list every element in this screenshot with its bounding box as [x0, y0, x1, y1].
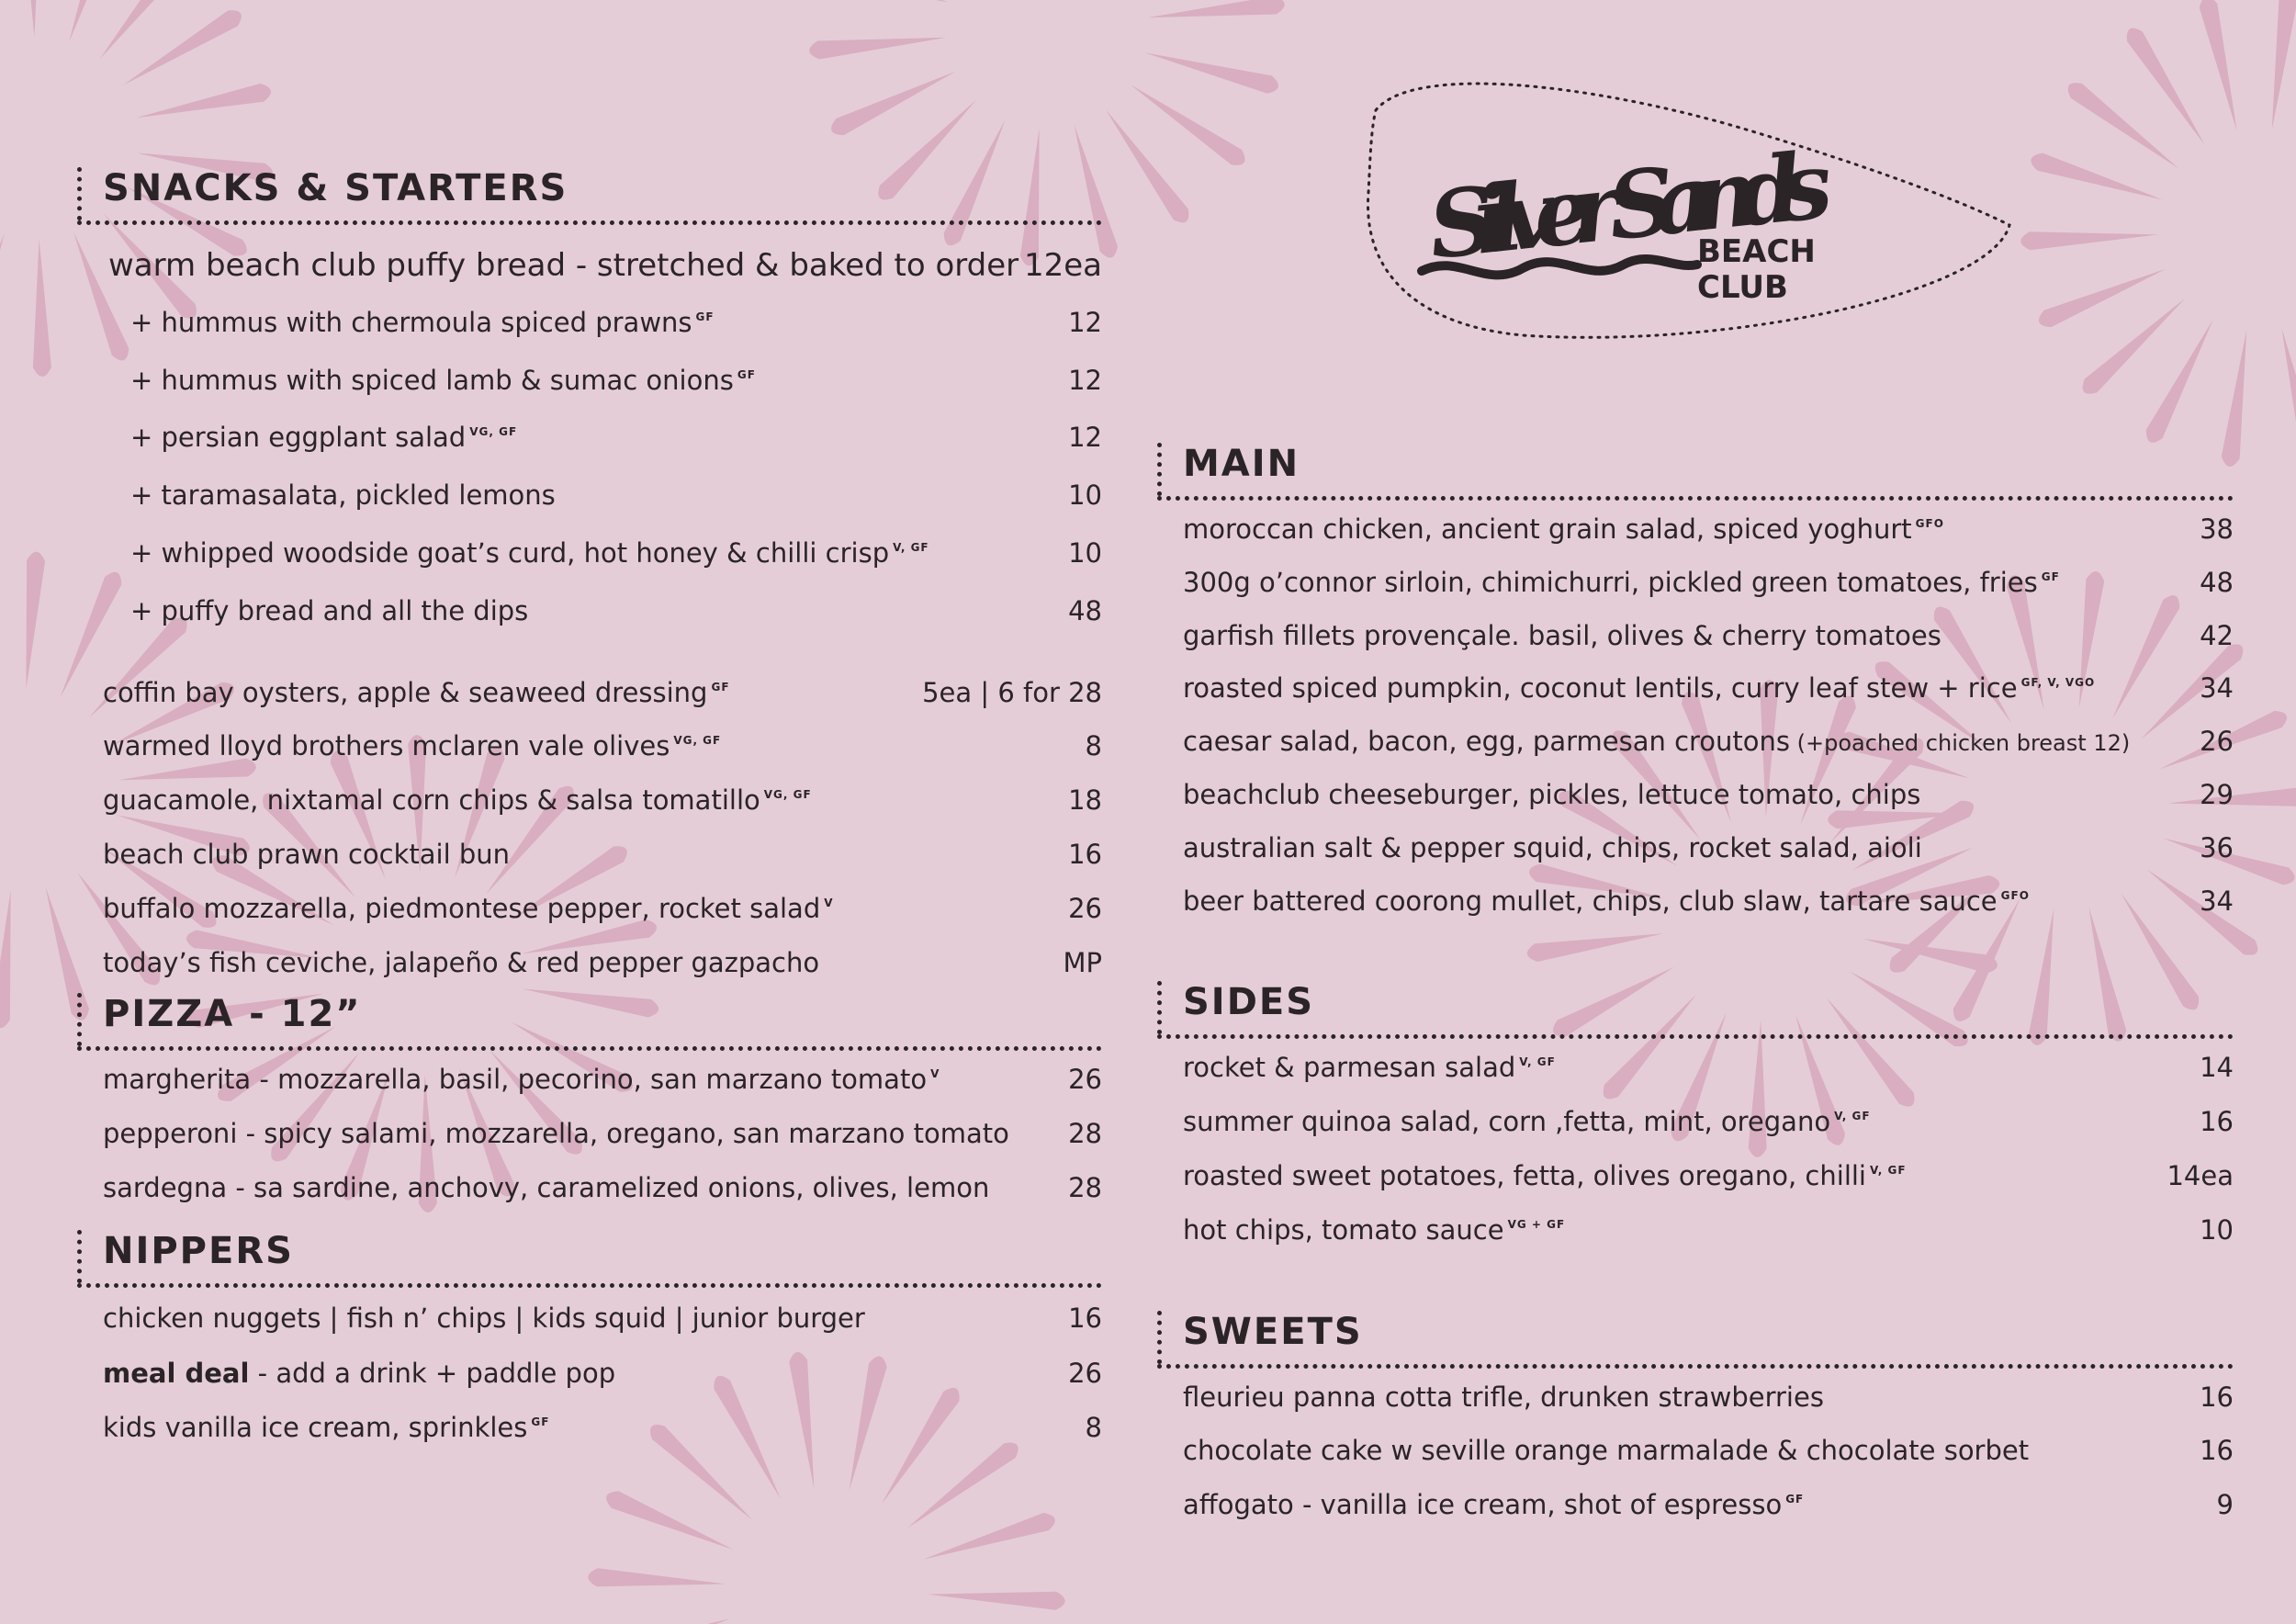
pizza-title: PIZZA - 12” [103, 993, 362, 1036]
dietary-tag: V, GF [1519, 1055, 1556, 1069]
burst-ray [2146, 320, 2213, 443]
burst-ray [606, 1491, 734, 1550]
menu-item-price: 10 [2200, 1213, 2234, 1246]
meal-deal-label: meal deal [103, 1357, 250, 1389]
menu-item [77, 839, 1102, 871]
menu-item-price: 14ea [2167, 1159, 2234, 1191]
menu-item-name: + taramasalata, pickled lemons [130, 479, 556, 512]
dietary-tag: V [824, 896, 834, 909]
menu-item-name: sardegna - sa sardine, anchovy, caramelized onions, olives, lemon [103, 1171, 990, 1203]
dietary-tag: GF [711, 680, 730, 694]
menu-item-price: 29 [2200, 778, 2234, 810]
feature-item-name: warm beach club puffy bread - stretched & baked to order [108, 247, 1019, 284]
menu-item-name: roasted sweet potatoes, fetta, olives oregano, chilli [1183, 1159, 1866, 1191]
burst-ray [26, 552, 45, 690]
left-column [77, 165, 1102, 1444]
menu-item [1157, 620, 2234, 652]
pizza-list [77, 1064, 1102, 1203]
menu-item [77, 947, 1102, 979]
addons-list [77, 307, 1102, 627]
menu-item-name: fleurieu panna cotta trifle, drunken strawberries [1183, 1381, 1824, 1413]
menu-item [1157, 1435, 2234, 1467]
menu-item-price: 28 [1068, 1171, 1102, 1203]
menu-item-price: 18 [1068, 784, 1102, 817]
feature-item-price: 12ea [1023, 247, 1102, 284]
menu-item-price: 16 [1068, 1302, 1102, 1334]
menu-item-price: 12 [1068, 364, 1102, 396]
logo-script-text: Silver Sands [1424, 130, 1838, 280]
menu-item-name: caesar salad, bacon, egg, parmesan croutons [1183, 726, 1791, 758]
menu-item-name: + persian eggplant salad [130, 422, 467, 454]
menu-item-price: 16 [2200, 1435, 2234, 1467]
menu-item [1157, 567, 2234, 599]
burst-ray [809, 38, 946, 60]
snacks-list [77, 677, 1102, 979]
menu-item [1157, 1052, 2234, 1084]
menu-item [77, 1303, 1102, 1335]
menu-item-price: 5ea | 6 for 28 [922, 676, 1102, 708]
burst-ray [2031, 153, 2163, 200]
menu-item-name: chocolate cake w seville orange marmalade & chocolate sorbet [1183, 1435, 2030, 1467]
feature-item [77, 247, 1102, 285]
menu-item-price: 8 [1085, 1412, 1102, 1444]
menu-item [1157, 1106, 2234, 1138]
menu-item-price: 48 [2200, 566, 2234, 598]
menu-item [77, 1172, 1102, 1204]
menu-item-price: 26 [1068, 1064, 1102, 1096]
burst-ray [136, 84, 271, 118]
logo-club-text: CLUB [1697, 269, 1788, 306]
menu-item-name: affogato - vanilla ice cream, shot of espresso [1183, 1489, 1783, 1521]
snacks-header [77, 165, 1102, 225]
dietary-tag: V, GF [893, 540, 929, 554]
menu-item [77, 537, 1102, 570]
dietary-tag: V, GF [1870, 1163, 1907, 1177]
menu-item-name: - add a drink + paddle pop [249, 1357, 616, 1389]
menu-item-price: 26 [1068, 1357, 1102, 1389]
burst-ray [2127, 28, 2205, 145]
menu-item [1157, 832, 2234, 864]
menu-item [1157, 726, 2234, 758]
menu-item-price: 26 [1068, 892, 1102, 924]
menu-item-name: buffalo mozzarella, piedmontese pepper, rocket salad [103, 892, 821, 924]
menu-item-name: + whipped woodside goat’s curd, hot honey & chilli crisp [130, 536, 890, 569]
menu-item-name: summer quinoa salad, corn ,fetta, mint, oregano [1183, 1106, 1831, 1138]
menu-item-price: 12 [1068, 422, 1102, 454]
burst-ray [831, 72, 956, 136]
menu-item [1157, 672, 2234, 705]
menu-item-price: 14 [2200, 1052, 2234, 1084]
dietary-tag: GF [695, 310, 715, 323]
menu-item-price: 9 [2216, 1489, 2234, 1521]
menu-item-name: beach club prawn cocktail bun [103, 838, 511, 870]
sides-header [1157, 979, 2234, 1039]
dietary-tag: V [930, 1067, 940, 1081]
main-title: MAIN [1183, 443, 1300, 485]
burst-ray [907, 1443, 1019, 1528]
menu-item-price: 48 [1068, 594, 1102, 626]
burst-ray [2281, 328, 2296, 462]
menu-item-price: 34 [2200, 672, 2234, 705]
menu-item-name: + hummus with spiced lamb & sumac onions [130, 364, 734, 396]
pizza-header [77, 991, 1102, 1051]
burst-ray [0, 891, 11, 1029]
dietary-tag: VG, GF [469, 425, 518, 439]
burst-ray [33, 239, 51, 377]
burst-ray [69, 0, 118, 42]
burst-ray [1131, 85, 1245, 165]
menu-item-extra: (+poached chicken breast 12) [1790, 730, 2131, 757]
main-header [1157, 441, 2234, 501]
dietary-tag: GFO [1915, 517, 1944, 530]
menu-item [77, 365, 1102, 397]
burst-ray [1145, 52, 1278, 93]
menu-item [77, 1064, 1102, 1096]
menu-item [1157, 1214, 2234, 1246]
dietary-tag: VG + GF [1507, 1217, 1566, 1231]
menu-item-price: 28 [1068, 1118, 1102, 1150]
sweets-list [1157, 1382, 2234, 1521]
sides-title: SIDES [1183, 981, 1315, 1024]
logo-beach-text: BEACH [1697, 233, 1816, 270]
menu-item-price: 36 [2200, 831, 2234, 863]
menu-item-name: hot chips, tomato sauce [1183, 1213, 1504, 1246]
menu-item-price: 38 [2200, 513, 2234, 545]
menu-item [1157, 513, 2234, 546]
menu-item-name: rocket & parmesan salad [1183, 1052, 1516, 1084]
menu-item [1157, 885, 2234, 918]
menu-item-price: 16 [2200, 1381, 2234, 1413]
nippers-title: NIPPERS [103, 1229, 294, 1272]
menu-item-price: 34 [2200, 885, 2234, 917]
menu-item-name: moroccan chicken, ancient grain salad, spiced yoghurt [1183, 513, 1912, 545]
menu-item [77, 307, 1102, 339]
menu-item-name: beachclub cheeseburger, pickles, lettuce tomato, chips [1183, 778, 1921, 810]
menu-item [77, 730, 1102, 762]
nippers-header [77, 1228, 1102, 1288]
menu-item [1157, 1160, 2234, 1192]
menu-item [77, 677, 1102, 709]
menu-item-name: today’s fish ceviche, jalapeño & red pepper gazpacho [103, 946, 820, 978]
menu-item [77, 1118, 1102, 1150]
dietary-tag: GF, V, VGO [2020, 676, 2096, 690]
burst-ray [0, 233, 5, 364]
burst-ray [2068, 83, 2179, 168]
burst-ray [928, 1592, 1065, 1610]
menu-item [1157, 779, 2234, 811]
menu-item-price: MP [1063, 946, 1102, 978]
menu-item [77, 893, 1102, 925]
menu-item [1157, 1489, 2234, 1521]
menu-item [77, 1358, 1102, 1390]
menu-item-name: + puffy bread and all the dips [130, 594, 529, 626]
menu-item-name: kids vanilla ice cream, sprinkles [103, 1412, 528, 1444]
burst-ray [1106, 109, 1188, 222]
menu-item-price: 16 [1068, 838, 1102, 870]
dietary-tag: V, GF [1834, 1110, 1871, 1123]
sides-list [1157, 1052, 2234, 1246]
menu-item-name: warmed lloyd brothers mclaren vale olives [103, 730, 670, 762]
sweets-title: SWEETS [1183, 1310, 1363, 1353]
silver-sands-logo [1357, 73, 2019, 349]
dietary-tag: VG, GF [673, 734, 722, 748]
menu-item-price: 42 [2200, 619, 2234, 651]
dietary-tag: GFO [2000, 888, 2030, 902]
menu-item-name: guacamole, nixtamal corn chips & salsa tomatillo [103, 784, 760, 817]
menu-item-price: 8 [1085, 730, 1102, 762]
dietary-tag: GF [1785, 1493, 1805, 1506]
menu-item-name: margherita - mozzarella, basil, pecorino, san marzano tomato [103, 1064, 928, 1096]
burst-ray [2200, 0, 2237, 131]
menu-item [77, 784, 1102, 817]
right-column [1157, 441, 2234, 1521]
burst-ray [2272, 0, 2296, 130]
dietary-tag: VG, GF [763, 788, 812, 802]
menu-item [77, 479, 1102, 512]
nippers-list [77, 1303, 1102, 1444]
burst-ray [123, 10, 242, 85]
main-list [1157, 513, 2234, 917]
menu-item-name: australian salt & pepper squid, chips, rocket salad, aioli [1183, 831, 1922, 863]
menu-item-price: 16 [2200, 1106, 2234, 1138]
burst-ray [598, 1618, 730, 1624]
menu-item [1157, 1382, 2234, 1414]
burst-ray [1147, 0, 1284, 17]
sweets-header [1157, 1309, 2234, 1369]
dietary-tag: GF [531, 1415, 550, 1429]
snacks-title: SNACKS & STARTERS [103, 167, 568, 209]
menu-item-name: pepperoni - spicy salami, mozzarella, oregano, san marzano tomato [103, 1118, 1009, 1150]
menu-item-name: coffin bay oysters, apple & seaweed dressing [103, 676, 708, 708]
menu-item-name: roasted spiced pumpkin, coconut lentils, curry leaf stew + rice [1183, 672, 2018, 705]
menu-item-price: 12 [1068, 306, 1102, 338]
menu-item-name: 300g o’connor sirloin, chimichurri, pickled green tomatoes, fries [1183, 566, 2038, 598]
dietary-tag: GF [2041, 570, 2060, 583]
menu-item-price: 10 [1068, 536, 1102, 569]
menu-item-name: + hummus with chermoula spiced prawns [130, 306, 692, 338]
menu-item [77, 595, 1102, 627]
menu-item-name: beer battered coorong mullet, chips, club slaw, tartare sauce [1183, 885, 1998, 917]
burst-ray [923, 1513, 1055, 1560]
menu-item-price: 10 [1068, 479, 1102, 512]
burst-ray [2083, 299, 2186, 394]
burst-ray [588, 1568, 726, 1586]
menu-item [77, 1412, 1102, 1444]
menu-item-name: garfish fillets provençale. basil, olives & cherry tomatoes [1183, 619, 1941, 651]
burst-ray [2020, 231, 2158, 250]
burst-ray [22, 0, 40, 37]
burst-ray [2039, 269, 2167, 327]
menu-item [77, 422, 1102, 454]
dietary-tag: GF [737, 367, 756, 381]
burst-ray [816, 0, 949, 3]
menu-item-price: 26 [2200, 726, 2234, 758]
menu-item-name: chicken nuggets | fish n’ chips | kids squid | junior burger [103, 1302, 865, 1334]
